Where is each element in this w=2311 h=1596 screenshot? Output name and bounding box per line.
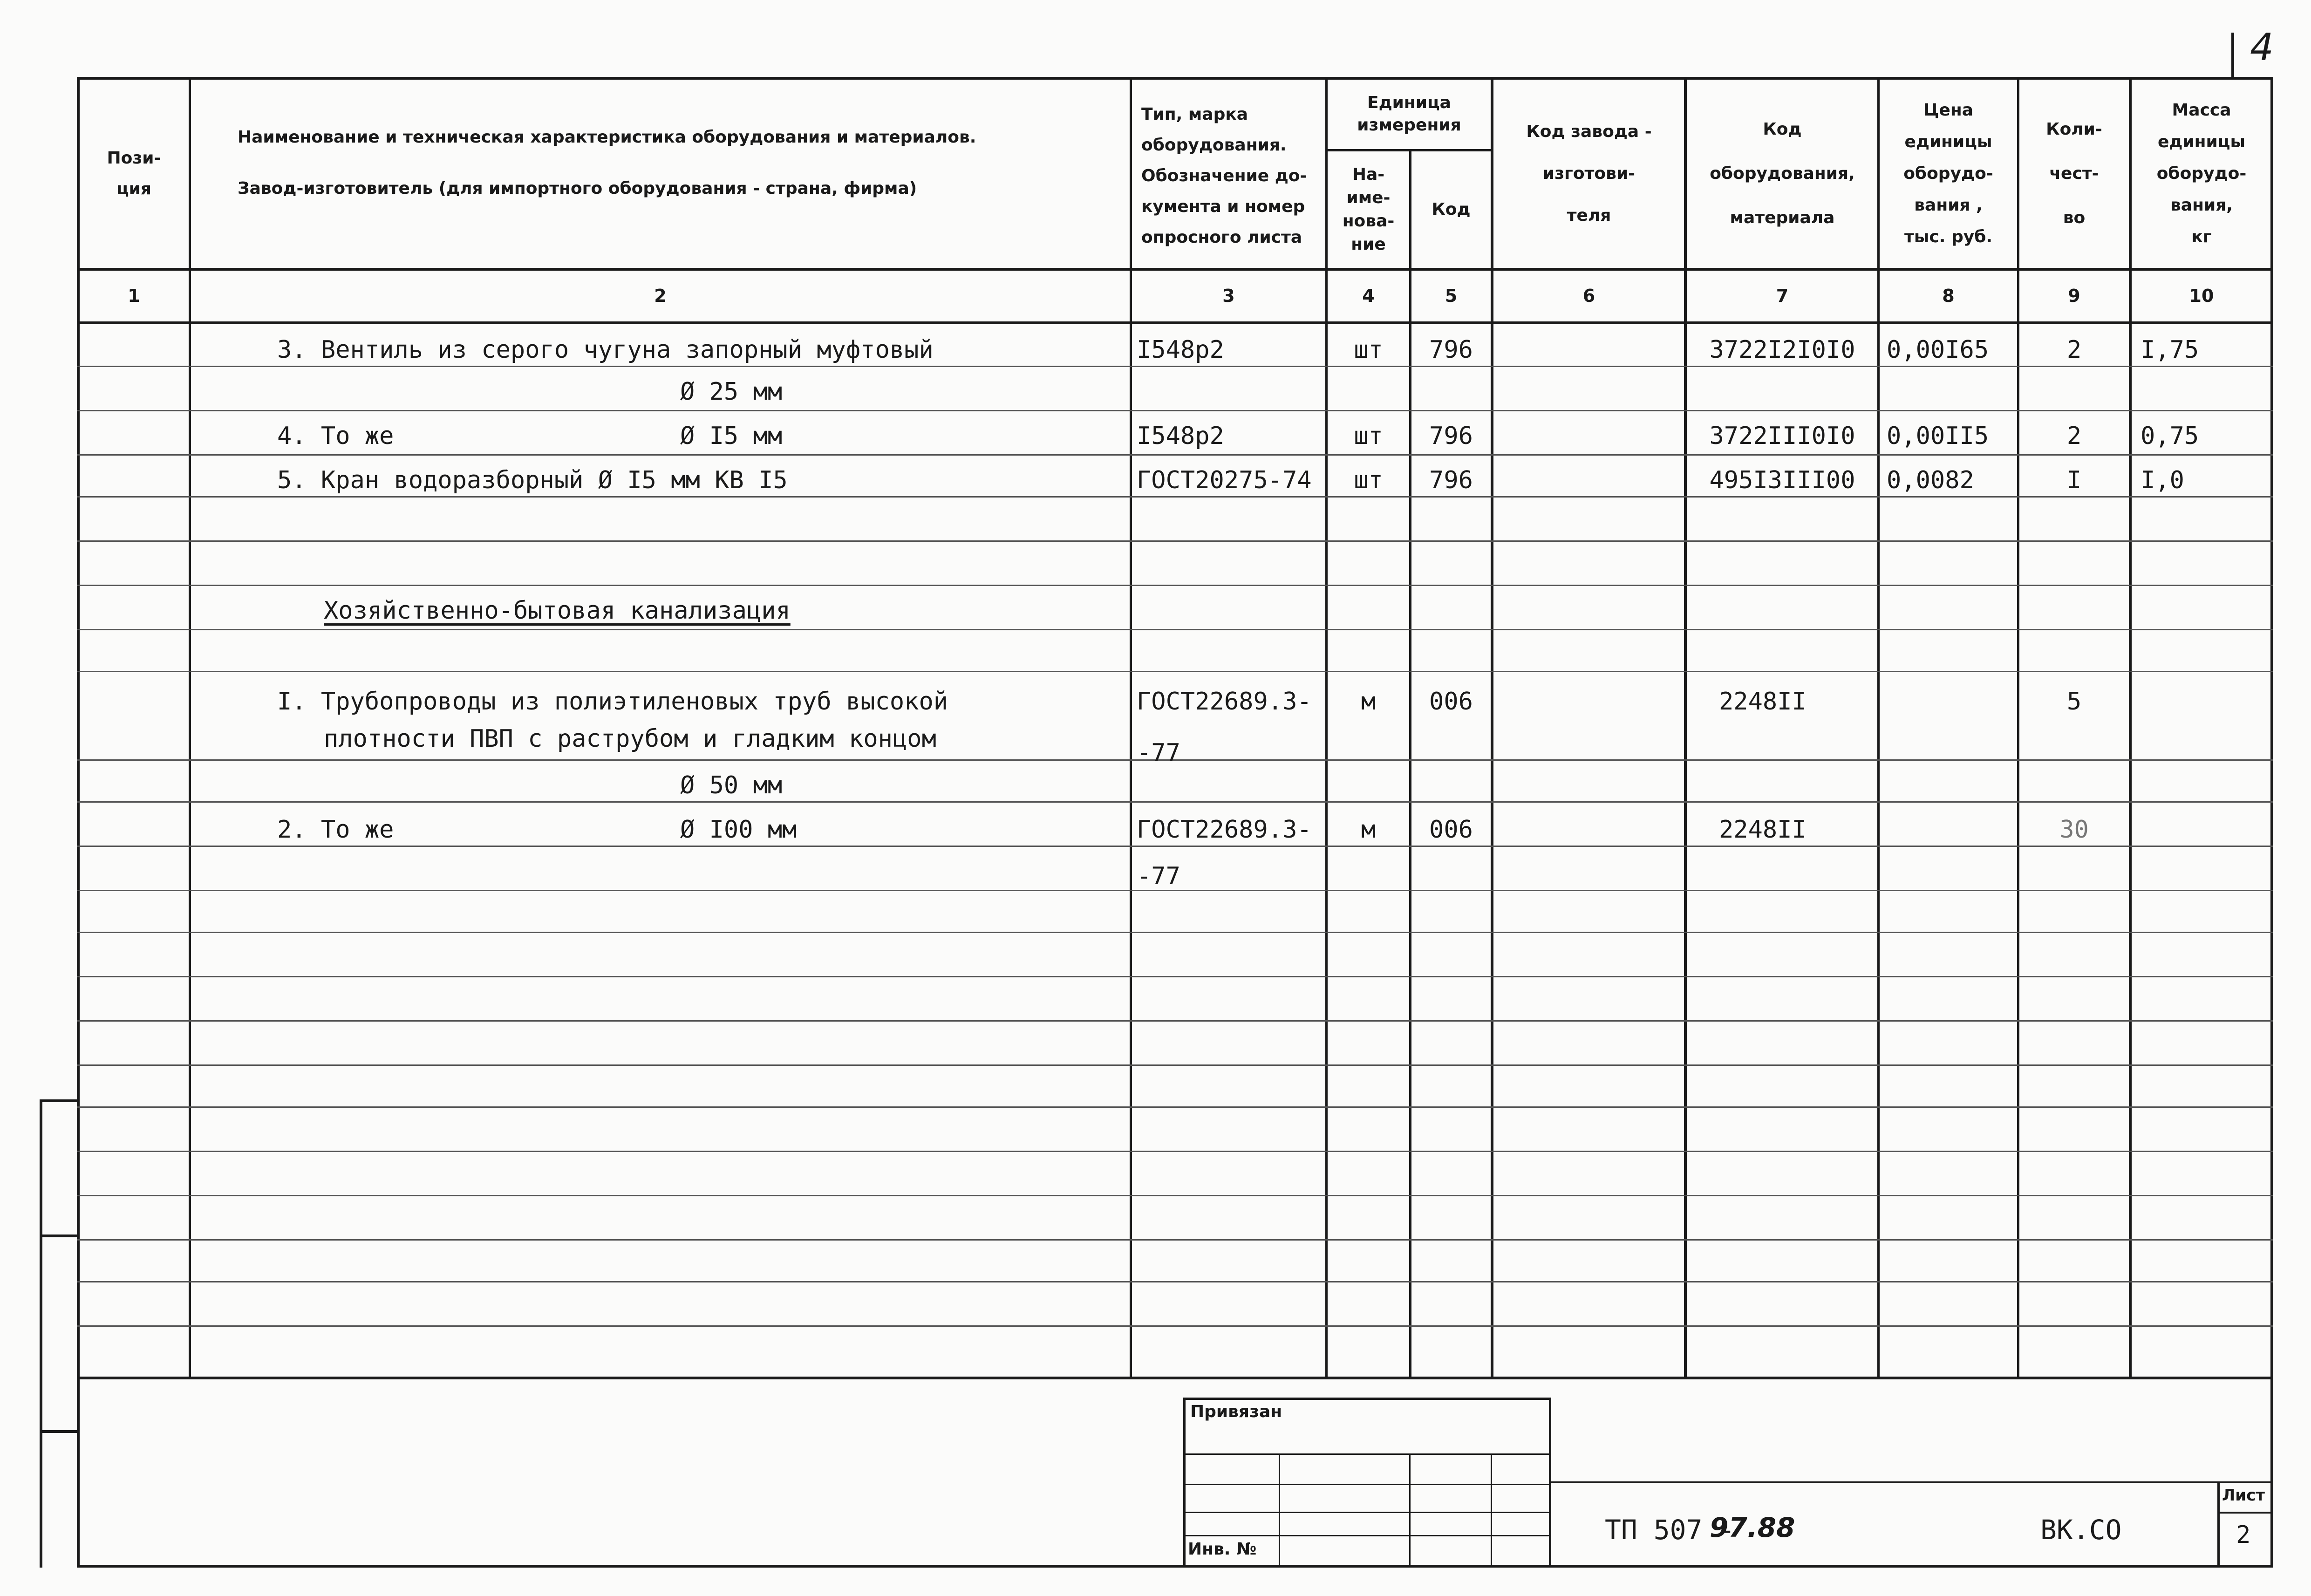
colnum-4: 4 (1362, 286, 1375, 306)
doc-series: ВК.СО (2040, 1514, 2122, 1546)
stamp-attached-label: Привязан (1190, 1402, 1282, 1421)
row6-name: I. Трубопроводы из полиэтиленовых труб высокой (277, 688, 948, 716)
row1-equip: 3722I2I0I0 (1709, 336, 1855, 364)
header-name-line2: Завод-изготовитель (для импортного оборудования - страна, фирма) (238, 179, 917, 198)
row6-equip: 2248II (1719, 688, 1807, 716)
row-line (77, 1325, 2273, 1327)
binding-strip-line (40, 1099, 42, 1568)
row-line (77, 410, 2273, 411)
stamp-row-line (1183, 1484, 1551, 1485)
stamp-col-line (1409, 1453, 1411, 1568)
row-line (77, 801, 2273, 803)
row4-mass: I,0 (2141, 466, 2184, 494)
stamp-inv-label: Инв. № (1188, 1540, 1257, 1559)
row3-unit: шт (1354, 422, 1383, 450)
stamp-row-line (1183, 1535, 1551, 1536)
row1-mass: I,75 (2141, 336, 2199, 364)
stamp-row-line (1183, 1453, 1551, 1455)
row9-type: ГОСТ22689.3- (1137, 816, 1312, 844)
colnum-10: 10 (2189, 286, 2214, 306)
row4-unit: шт (1354, 466, 1383, 494)
title-block-line (1551, 1481, 2273, 1483)
header-type: Тип, марка оборудования. Обозначение до- кумента и номер опросного листа (1141, 104, 1307, 247)
sheet-box-split (2217, 1512, 2273, 1514)
row9-code: 006 (1429, 816, 1473, 844)
colnum-9: 9 (2068, 286, 2080, 306)
row-line (77, 932, 2273, 933)
sheet-box-left (2217, 1481, 2220, 1568)
row4-name: 5. Кран водоразборный Ø I5 мм КВ I5 (277, 466, 788, 494)
row4-type: ГОСТ20275-74 (1137, 466, 1312, 494)
row8-name: Ø 50 мм (680, 771, 783, 799)
row-line (77, 1281, 2273, 1282)
binding-strip-divider-3 (40, 1430, 79, 1433)
row6-type: ГОСТ22689.3- (1137, 688, 1312, 716)
colnum-1: 1 (128, 286, 140, 306)
row1-price: 0,00I65 (1887, 336, 1989, 364)
page-number: 4 (2250, 26, 2274, 69)
header-qty: Коли- чест- во (2046, 120, 2102, 227)
row-line (77, 976, 2273, 977)
row-line (77, 1151, 2273, 1152)
row9-size: Ø I00 мм (680, 816, 797, 844)
header-unit-code: Код (1432, 200, 1471, 219)
colnum-2: 2 (654, 286, 667, 306)
row7-type: -77 (1137, 739, 1180, 767)
row9-unit: м (1361, 816, 1376, 844)
row3-qty: 2 (2066, 422, 2082, 450)
sheet-label: Лист (2222, 1486, 2265, 1505)
row9-qty: 30 (2059, 816, 2089, 844)
row4-code: 796 (1429, 466, 1473, 494)
row3-type: I548р2 (1137, 422, 1224, 450)
header-equip-code: Код оборудования, материала (1710, 120, 1855, 227)
row3-equip: 3722III0I0 (1709, 422, 1855, 450)
header-name-line1: Наименование и техническая характеристика оборудования и материалов. (238, 128, 976, 147)
row6-qty: 5 (2066, 688, 2082, 716)
doc-code: ТП 507 - (1605, 1514, 1735, 1546)
stamp-row-line (1183, 1512, 1551, 1513)
row1-code: 796 (1429, 336, 1473, 364)
row1-name: 3. Вентиль из серого чугуна запорный муфтовый (277, 336, 934, 364)
row9-name: 2. То же (277, 816, 394, 844)
binding-strip-divider-1 (40, 1099, 79, 1102)
binding-strip-divider-2 (40, 1235, 79, 1237)
row-line (77, 1239, 2273, 1241)
row3-name: 4. То же (277, 422, 394, 450)
colnum-7: 7 (1776, 286, 1789, 306)
row6-unit: м (1361, 688, 1376, 716)
row-line (77, 585, 2273, 586)
row3-price: 0,00II5 (1887, 422, 1989, 450)
row10-type: -77 (1137, 862, 1180, 890)
colnum-6: 6 (1582, 286, 1595, 306)
colnum-8: 8 (1942, 286, 1955, 306)
row2-name: Ø 25 мм (680, 378, 783, 406)
row-line (77, 1195, 2273, 1196)
row1-type: I548р2 (1137, 336, 1224, 364)
row-line (77, 540, 2273, 542)
colnum-bottom-line (77, 321, 2273, 324)
row9-equip: 2248II (1719, 816, 1807, 844)
row3-code: 796 (1429, 422, 1473, 450)
colnum-3: 3 (1222, 286, 1235, 306)
stamp-top-border (1183, 1398, 1551, 1400)
header-price: Цена единицы оборудо- вания , тыс. руб. (1903, 100, 1993, 246)
colnum-5: 5 (1445, 286, 1458, 306)
stamp-col-line (1491, 1453, 1492, 1568)
row6-code: 006 (1429, 688, 1473, 716)
row3-mass: 0,75 (2141, 422, 2199, 450)
row1-qty: 2 (2066, 336, 2082, 364)
row4-qty: I (2066, 466, 2082, 494)
row4-price: 0,0082 (1887, 466, 1974, 494)
header-position: Пози- ция (107, 148, 161, 198)
row3-size: Ø I5 мм (680, 422, 783, 450)
row7-name: плотности ПВП с раструбом и гладким концом (324, 725, 936, 753)
row-line (77, 671, 2273, 672)
header-unit: Единица измерения (1357, 93, 1461, 135)
table-body-bottom (77, 1377, 2273, 1379)
header-mass: Масса единицы оборудо- вания, кг (2156, 100, 2247, 246)
row4-equip: 495I3III00 (1709, 466, 1855, 494)
page-number-divider (2231, 33, 2234, 77)
header-factory-code: Код завода - изготови- теля (1526, 122, 1652, 225)
doc-code-handwritten: 97.88 (1710, 1512, 1795, 1543)
stamp-col-line (1279, 1453, 1280, 1568)
row-line (77, 1020, 2273, 1022)
row-line (77, 1064, 2273, 1066)
row1-unit: шт (1354, 336, 1383, 364)
header-unit-name: На- име- нова- ние (1342, 165, 1395, 254)
sheet-number: 2 (2236, 1521, 2251, 1549)
section-title: Хозяйственно-бытовая канализация (324, 597, 791, 625)
row-line (77, 1106, 2273, 1108)
stamp-left-border (1183, 1398, 1186, 1568)
